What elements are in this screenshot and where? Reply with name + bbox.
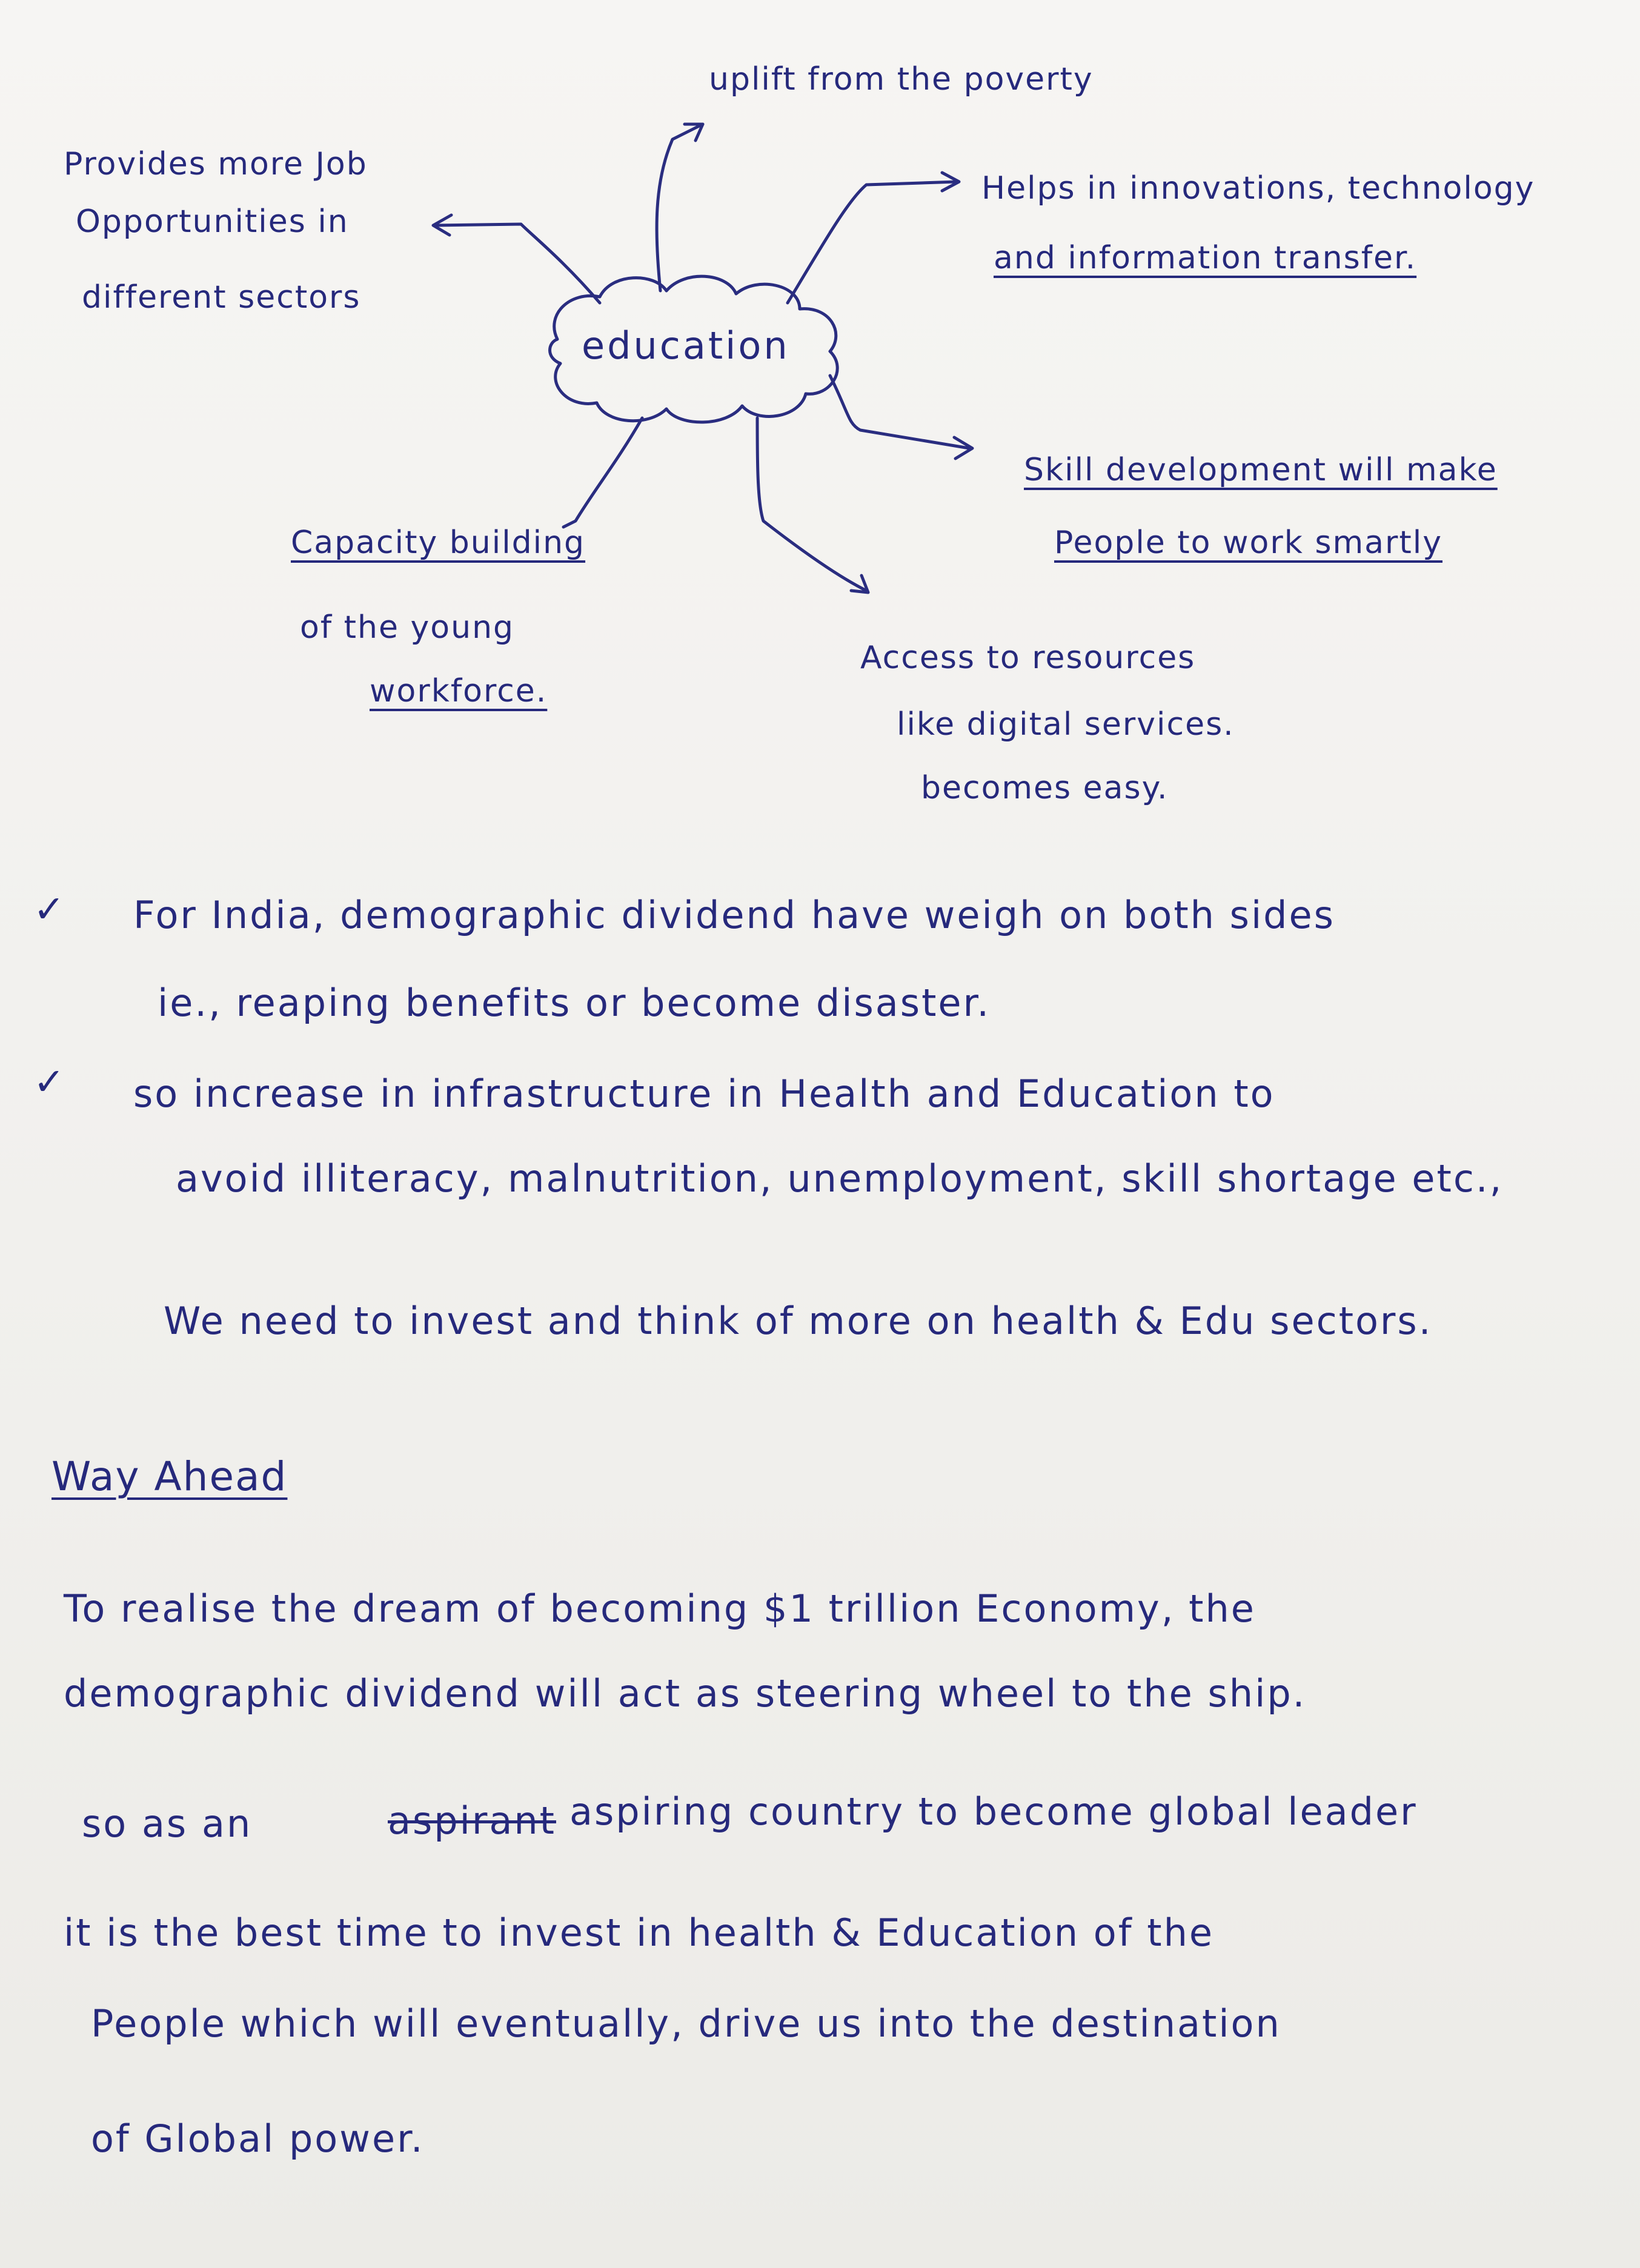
- mindmap-innovation-line2: and information transfer.: [994, 240, 1417, 276]
- point-2-line1: so increase in infrastructure in Health and Education to: [133, 1072, 1275, 1116]
- point-1-checkmark: ✓: [33, 887, 67, 931]
- mindmap-innovation-line1: Helps in innovations, technology: [981, 170, 1535, 207]
- way-ahead-line4: it is the best time to invest in health & Education of the: [64, 1911, 1215, 1955]
- way-ahead-heading: Way Ahead: [51, 1453, 288, 1500]
- mindmap-access-line2: like digital services.: [897, 706, 1235, 743]
- arrow-to-capacity: [563, 418, 642, 527]
- way-ahead-line2: demographic dividend will act as steering wheel to the ship.: [64, 1671, 1307, 1716]
- point-2-checkmark: ✓: [33, 1059, 67, 1104]
- way-ahead-line6: of Global power.: [91, 2117, 425, 2161]
- arrow-to-uplift: [657, 124, 703, 291]
- mindmap-access-line1: Access to resources: [860, 640, 1196, 676]
- arrow-to-innovation: [788, 182, 957, 303]
- mindmap-skill-line2: People to work smartly: [1054, 525, 1442, 561]
- mindmap-jobs-line1: Provides more Job: [64, 146, 368, 182]
- point-1-line1: For India, demographic dividend have weigh on both sides: [133, 893, 1335, 937]
- arrow-to-access: [757, 418, 866, 591]
- mindmap-skill-line1: Skill development will make: [1024, 452, 1498, 488]
- mindmap-uplift: uplift from the poverty: [709, 61, 1094, 98]
- mindmap-access-line3: becomes easy.: [921, 770, 1169, 806]
- mindmap-jobs-line2: Opportunities in: [76, 204, 349, 240]
- mindmap-center-education: education: [582, 323, 790, 368]
- point-2-line3: We need to invest and think of more on health & Edu sectors.: [164, 1299, 1433, 1343]
- mindmap-capacity-line1: Capacity building: [291, 525, 586, 561]
- arrow-to-jobs: [436, 224, 600, 303]
- mindmap-capacity-line3: workforce.: [370, 673, 548, 709]
- mindmap-jobs-line3: different sectors: [82, 279, 361, 316]
- way-ahead-line5: People which will eventually, drive us into the destination: [91, 2001, 1281, 2046]
- point-2-line2: avoid illiteracy, malnutrition, unemployment, skill shortage etc.,: [176, 1156, 1504, 1201]
- mindmap-capacity-line2: of the young: [300, 609, 515, 646]
- way-ahead-line3-start: so as an: [82, 1802, 253, 1846]
- way-ahead-struck-word: aspirant: [388, 1799, 556, 1843]
- way-ahead-line3-end: aspiring country to become global leader: [569, 1789, 1418, 1834]
- arrow-to-skill: [830, 376, 969, 448]
- way-ahead-line1: To realise the dream of becoming $1 trillion Economy, the: [64, 1587, 1256, 1631]
- point-1-line2: ie., reaping benefits or become disaster.: [158, 981, 991, 1025]
